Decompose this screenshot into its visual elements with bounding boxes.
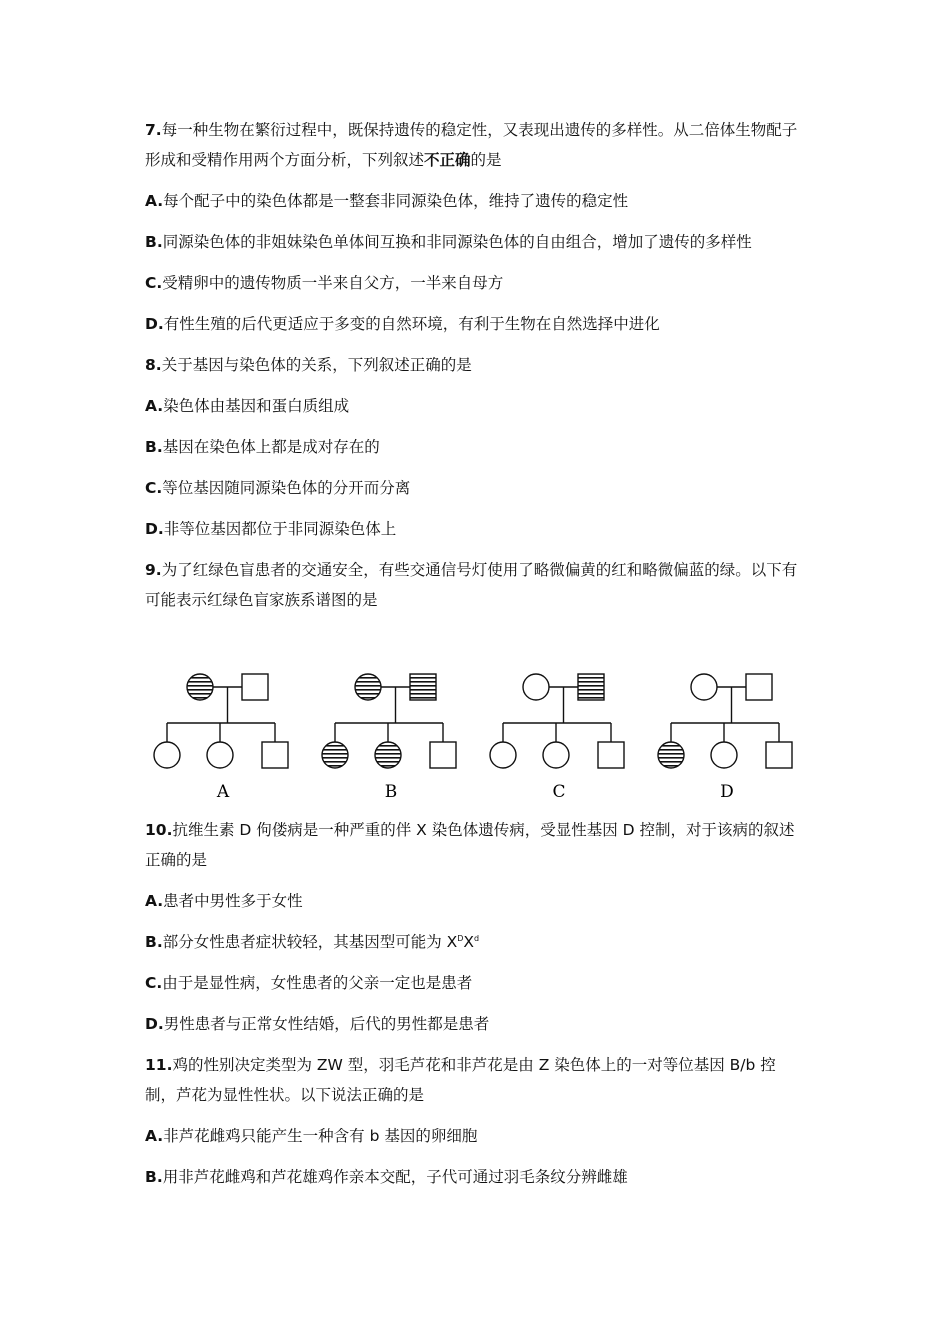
option-text: 非芦花雌鸡只能产生一种含有 b 基因的卵细胞 — [163, 1127, 478, 1145]
child-symbol — [322, 742, 348, 768]
option-text: 基因在染色体上都是成对存在的 — [162, 438, 380, 456]
child-symbol — [766, 742, 792, 768]
option-label: C. — [145, 274, 163, 292]
option-text: 用非芦花雌鸡和芦花雄鸡作亲本交配，子代可通过羽毛条纹分辨雌雄 — [162, 1168, 628, 1186]
question-9-stem — [145, 555, 805, 615]
option-label: A. — [145, 892, 164, 910]
question-8-stem — [145, 350, 805, 380]
superscript: d — [474, 933, 480, 943]
option-text: 患者中男性多于女性 — [163, 892, 303, 910]
child-symbol — [430, 742, 456, 768]
question-10-option-b — [145, 927, 805, 957]
stem-text: 每一种生物在繁衍过程中，既保持遗传的稳定性，又表现出遗传的多样性。从二倍体生物配子形成和受精作用两个方面分析，下列叙述 — [145, 121, 798, 169]
mother-symbol — [523, 674, 549, 700]
child-symbol — [262, 742, 288, 768]
option-label: A. — [145, 192, 164, 210]
mother-symbol — [355, 674, 381, 700]
pedigree-caption: C — [552, 782, 566, 802]
question-7-option-c — [145, 268, 805, 298]
option-text: X — [463, 933, 475, 951]
option-text: 同源染色体的非姐妹染色单体间互换和非同源染色体的自由组合，增加了遗传的多样性 — [162, 233, 752, 251]
pedigree-svg — [145, 665, 805, 805]
question-10-option-c — [145, 968, 805, 998]
option-text: 非等位基因都位于非同源染色体上 — [163, 520, 397, 538]
father-symbol — [578, 674, 604, 700]
question-11-option-a — [145, 1121, 805, 1151]
question-11-stem — [145, 1050, 805, 1110]
question-10-option-a — [145, 886, 805, 916]
option-label: A. — [145, 1127, 164, 1145]
mother-symbol — [187, 674, 213, 700]
question-10-stem — [145, 815, 805, 875]
pedigree-figure — [145, 665, 805, 805]
child-symbol — [375, 742, 401, 768]
option-text: 受精卵中的遗传物质一半来自父方，一半来自母方 — [162, 274, 504, 292]
child-symbol — [207, 742, 233, 768]
question-11-option-b — [145, 1162, 805, 1192]
option-text: 每个配子中的染色体都是一整套非同源染色体，维持了遗传的稳定性 — [163, 192, 629, 210]
question-8-option-a — [145, 391, 805, 421]
stem-text: 为了红绿色盲患者的交通安全，有些交通信号灯使用了略微偏黄的红和略微偏蓝的绿。以下有可能表示红绿色盲家族系谱图的是 — [145, 561, 798, 609]
option-label: D. — [145, 315, 164, 333]
child-symbol — [490, 742, 516, 768]
child-symbol — [154, 742, 180, 768]
question-8-option-d — [145, 514, 805, 544]
pedigree-b — [322, 674, 456, 802]
question-7-option-d — [145, 309, 805, 339]
father-symbol — [242, 674, 268, 700]
superscript: D — [457, 933, 464, 943]
exam-page — [145, 115, 805, 626]
stem-text: 抗维生素 D 佝偻病是一种严重的伴 X 染色体遗传病，受显性基因 D 控制，对于该病的叙述正确的是 — [145, 821, 795, 869]
option-text: 男性患者与正常女性结婚，后代的男性都是患者 — [163, 1015, 490, 1033]
option-label: B. — [145, 1168, 163, 1186]
option-text: 等位基因随同源染色体的分开而分离 — [162, 479, 411, 497]
option-label: C. — [145, 974, 163, 992]
stem-text: 的是 — [470, 151, 502, 169]
question-8-option-c — [145, 473, 805, 503]
child-symbol — [711, 742, 737, 768]
stem-emphasis: 不正确 — [424, 151, 471, 169]
option-text: 由于是显性病，女性患者的父亲一定也是患者 — [162, 974, 473, 992]
option-label: A. — [145, 397, 164, 415]
father-symbol — [746, 674, 772, 700]
option-label: B. — [145, 933, 163, 951]
mother-symbol — [691, 674, 717, 700]
question-number: 9. — [145, 561, 162, 579]
option-label: C. — [145, 479, 163, 497]
pedigree-caption: B — [384, 782, 398, 802]
pedigree-a — [154, 674, 288, 802]
exam-page-lower — [145, 815, 805, 1203]
option-text: 有性生殖的后代更适应于多变的自然环境，有利于生物在自然选择中进化 — [163, 315, 660, 333]
question-7-stem — [145, 115, 805, 175]
question-number: 11. — [145, 1056, 173, 1074]
option-label: D. — [145, 1015, 164, 1033]
pedigree-c — [490, 674, 624, 802]
question-number: 10. — [145, 821, 173, 839]
option-label: B. — [145, 438, 163, 456]
question-8-option-b — [145, 432, 805, 462]
father-symbol — [410, 674, 436, 700]
option-label: B. — [145, 233, 163, 251]
child-symbol — [543, 742, 569, 768]
option-label: D. — [145, 520, 164, 538]
option-text: 染色体由基因和蛋白质组成 — [163, 397, 350, 415]
question-number: 8. — [145, 356, 162, 374]
question-number: 7. — [145, 121, 162, 139]
child-symbol — [658, 742, 684, 768]
question-7-option-a — [145, 186, 805, 216]
question-7-option-b — [145, 227, 805, 257]
stem-text: 鸡的性别决定类型为 ZW 型，羽毛芦花和非芦花是由 Z 染色体上的一对等位基因 B/b 控制，芦花为显性性状。以下说法正确的是 — [145, 1056, 776, 1104]
option-text: 部分女性患者症状较轻，其基因型可能为 X — [162, 933, 458, 951]
pedigree-caption: A — [216, 782, 230, 802]
child-symbol — [598, 742, 624, 768]
question-10-option-d — [145, 1009, 805, 1039]
pedigree-d — [658, 674, 792, 802]
stem-text: 关于基因与染色体的关系，下列叙述正确的是 — [161, 356, 472, 374]
pedigree-caption: D — [720, 782, 734, 802]
